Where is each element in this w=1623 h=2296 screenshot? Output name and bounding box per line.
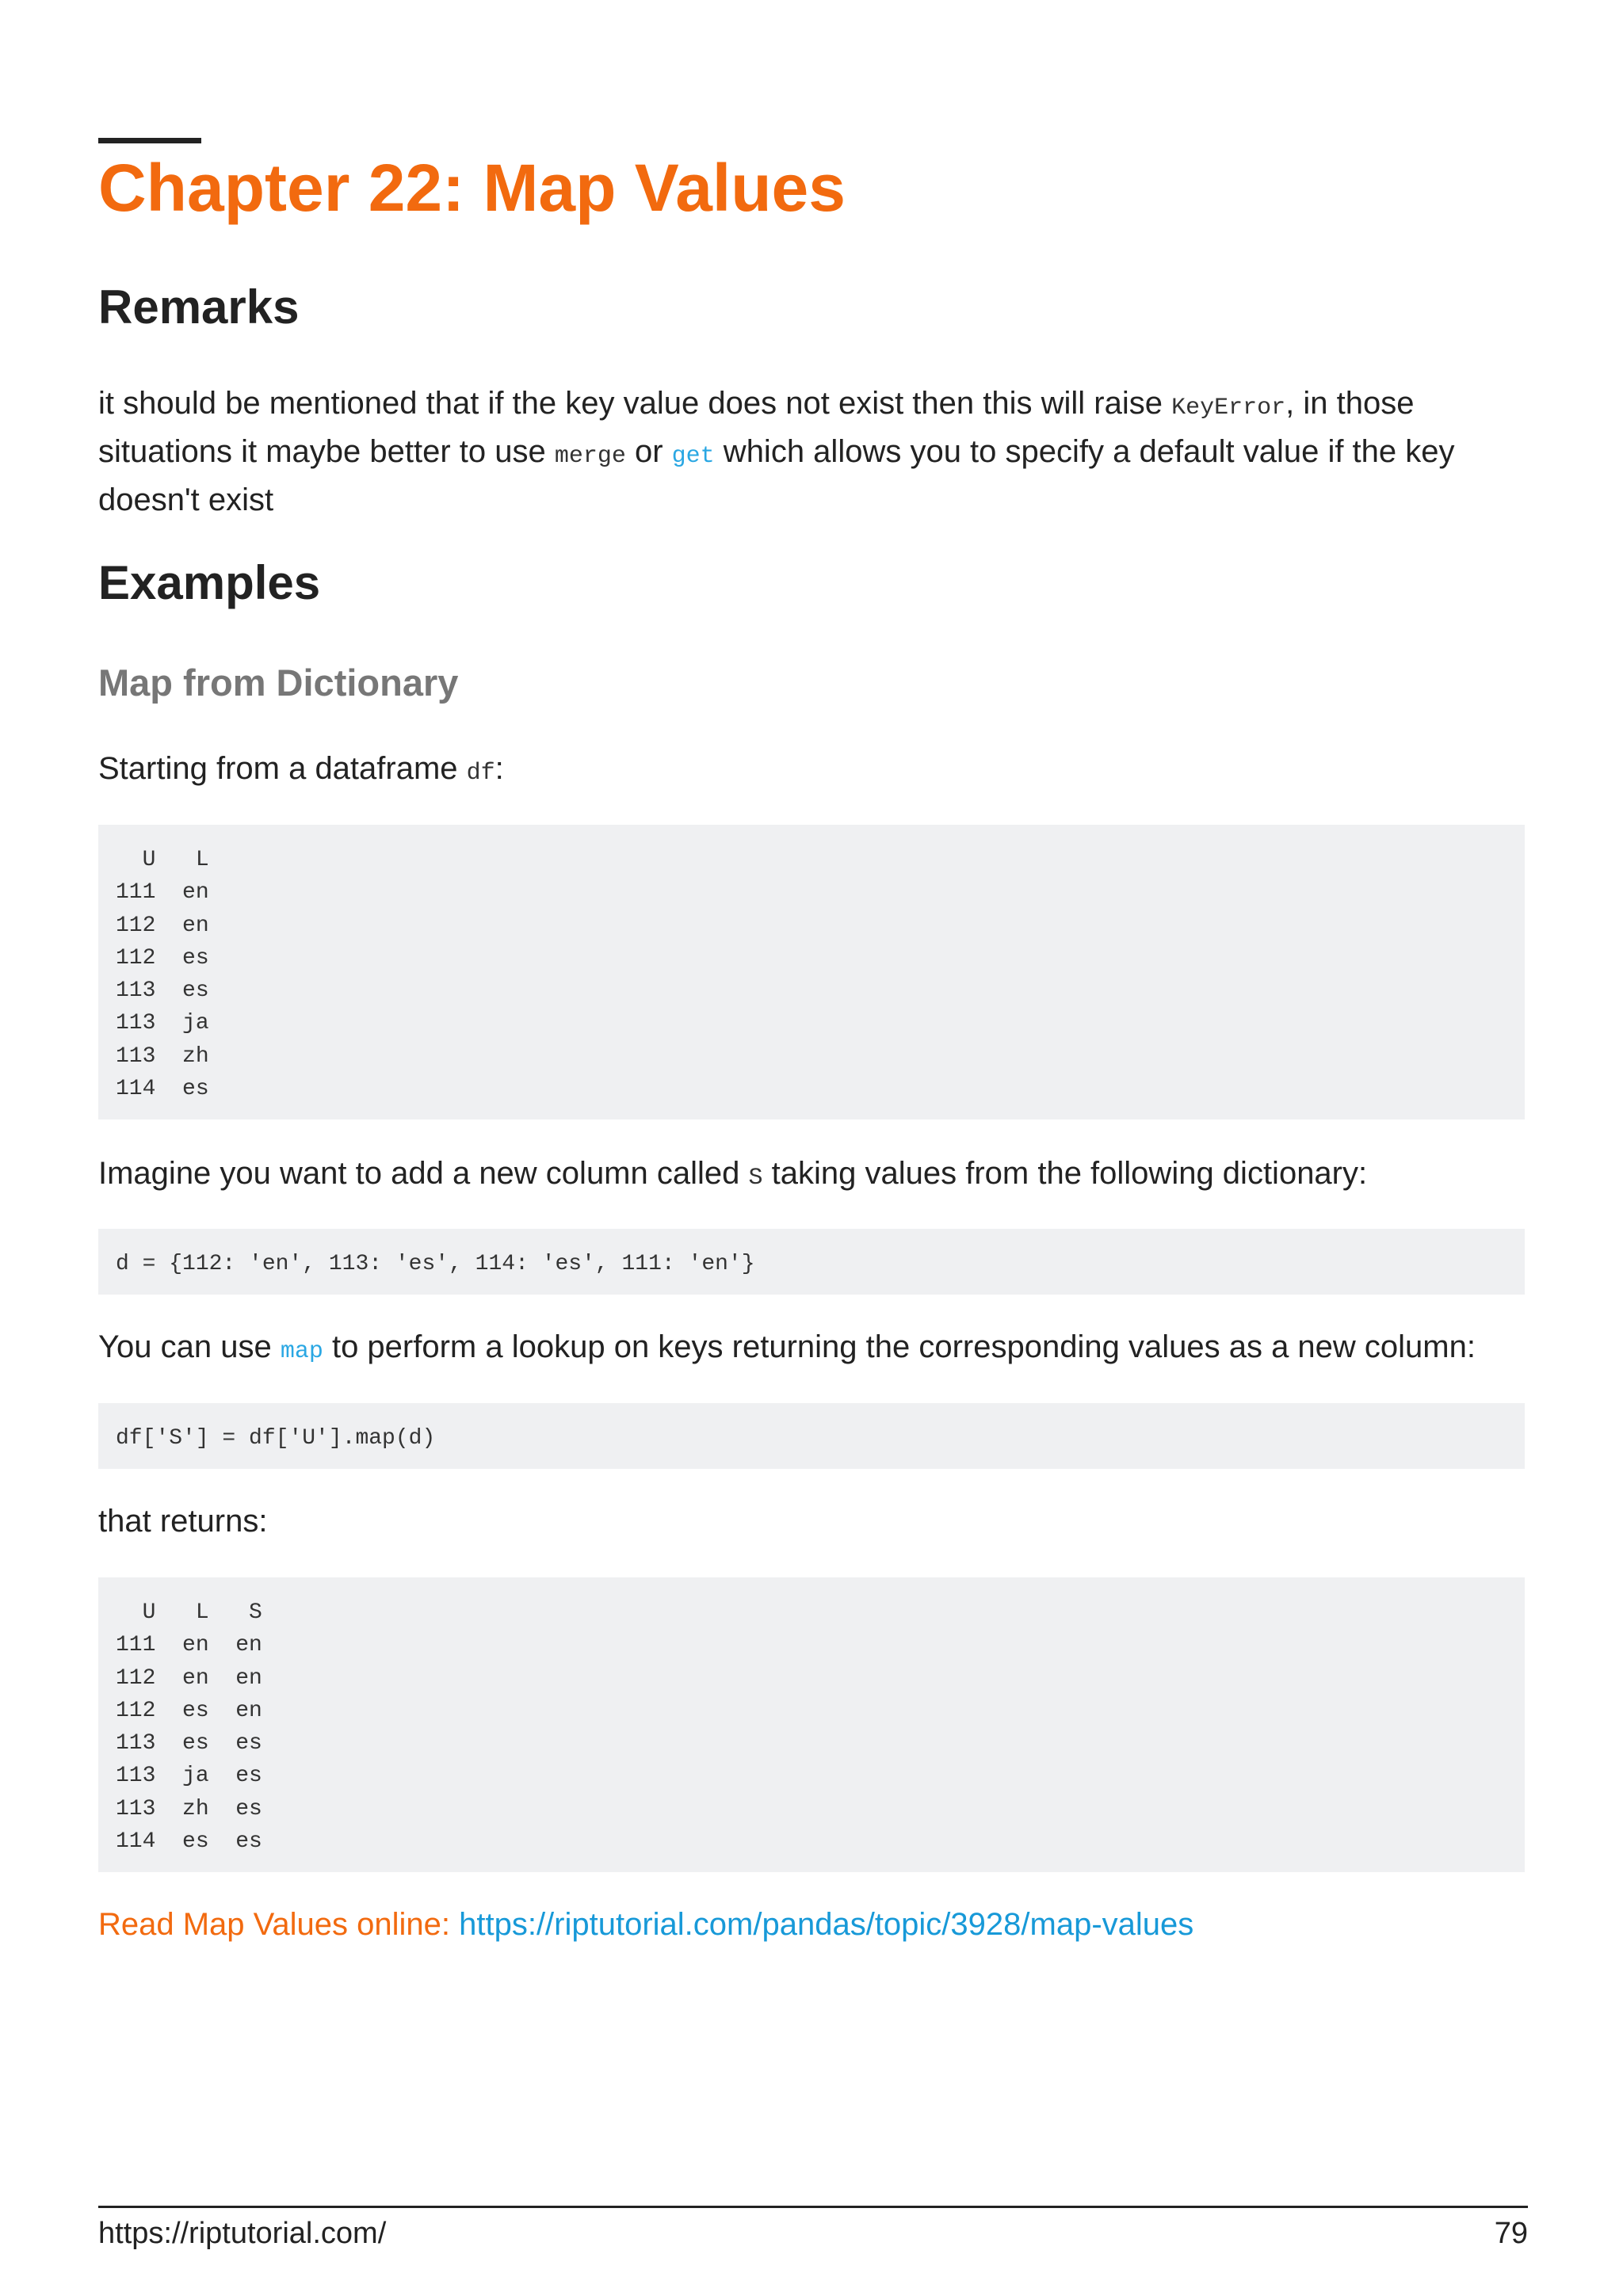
use-text-1: You can use bbox=[98, 1329, 281, 1364]
map-code-block bbox=[98, 1403, 1525, 1469]
table-header-line: U L bbox=[116, 848, 209, 872]
footer-rule bbox=[98, 2206, 1528, 2208]
table-header-line: U L S bbox=[116, 1600, 262, 1625]
remarks-text-1: it should be mentioned that if the key value does not exist then this will raise bbox=[98, 386, 1172, 421]
remarks-text-2: , in those situations it maybe better to use bbox=[98, 386, 1415, 469]
imagine-paragraph bbox=[98, 1152, 1525, 1200]
map-code-line: df['S'] = df['U'].map(d) bbox=[116, 1426, 436, 1451]
intro-paragraph bbox=[98, 747, 1525, 795]
keyerror-inline-code: KeyError bbox=[1171, 395, 1286, 421]
intro-text: Starting from a dataframe bbox=[98, 751, 467, 786]
map-inline-link[interactable]: map bbox=[280, 1338, 323, 1365]
table-row: 112 en bbox=[116, 913, 209, 938]
df-inline-code: df bbox=[466, 760, 495, 787]
table-row: 111 en bbox=[116, 880, 209, 906]
table-row: 113 ja es bbox=[116, 1764, 262, 1789]
use-map-paragraph bbox=[98, 1325, 1525, 1374]
table-row: 114 es es bbox=[116, 1829, 262, 1855]
get-inline-link[interactable]: get bbox=[671, 443, 715, 470]
use-text-2: to perform a lookup on keys returning the corresponding values as a new column: bbox=[323, 1329, 1476, 1364]
chapter-rule bbox=[98, 138, 201, 143]
table-row: 112 es en bbox=[116, 1698, 262, 1723]
table-row: 112 en en bbox=[116, 1665, 262, 1691]
remarks-text-3: or bbox=[625, 434, 672, 469]
table-row: 113 zh bbox=[116, 1043, 209, 1069]
table-row: 113 es bbox=[116, 978, 209, 1004]
dict-code-line: d = {112: 'en', 113: 'es', 114: 'es', 111: 'en'} bbox=[116, 1252, 755, 1276]
table-row: 113 ja bbox=[116, 1011, 209, 1036]
map-from-dictionary-heading: Map from Dictionary bbox=[98, 662, 459, 704]
intro-end: : bbox=[495, 751, 504, 786]
chapter-title: Chapter 22: Map Values bbox=[98, 151, 846, 225]
remarks-heading: Remarks bbox=[98, 280, 300, 334]
result-code-block bbox=[98, 1577, 1525, 1872]
read-online-label: Read Map Values online: bbox=[98, 1907, 460, 1942]
dataframe-code-block bbox=[98, 825, 1525, 1119]
returns-paragraph: that returns: bbox=[98, 1504, 268, 1539]
remarks-text-4: which allows you to specify a default value if the key doesn't exist bbox=[98, 434, 1455, 517]
table-row: 113 zh es bbox=[116, 1796, 262, 1821]
dict-code-block bbox=[98, 1229, 1525, 1295]
remarks-paragraph bbox=[98, 382, 1525, 522]
table-row: 112 es bbox=[116, 945, 209, 971]
s-inline-code: S bbox=[748, 1165, 763, 1192]
read-online-link[interactable]: https://riptutorial.com/pandas/topic/3928/map-values bbox=[459, 1907, 1194, 1942]
table-row: 114 es bbox=[116, 1077, 209, 1102]
imagine-text-2: taking values from the following dictionary: bbox=[762, 1156, 1368, 1191]
table-row: 111 en en bbox=[116, 1633, 262, 1658]
table-row: 113 es es bbox=[116, 1731, 262, 1756]
footer-url: https://riptutorial.com/ bbox=[98, 2217, 387, 2250]
imagine-text-1: Imagine you want to add a new column called bbox=[98, 1156, 749, 1191]
page-number: 79 bbox=[1494, 2217, 1528, 2250]
read-online-line bbox=[98, 1903, 1193, 1947]
page bbox=[98, 0, 1528, 2296]
merge-inline-code: merge bbox=[554, 443, 626, 470]
examples-heading: Examples bbox=[98, 556, 321, 609]
